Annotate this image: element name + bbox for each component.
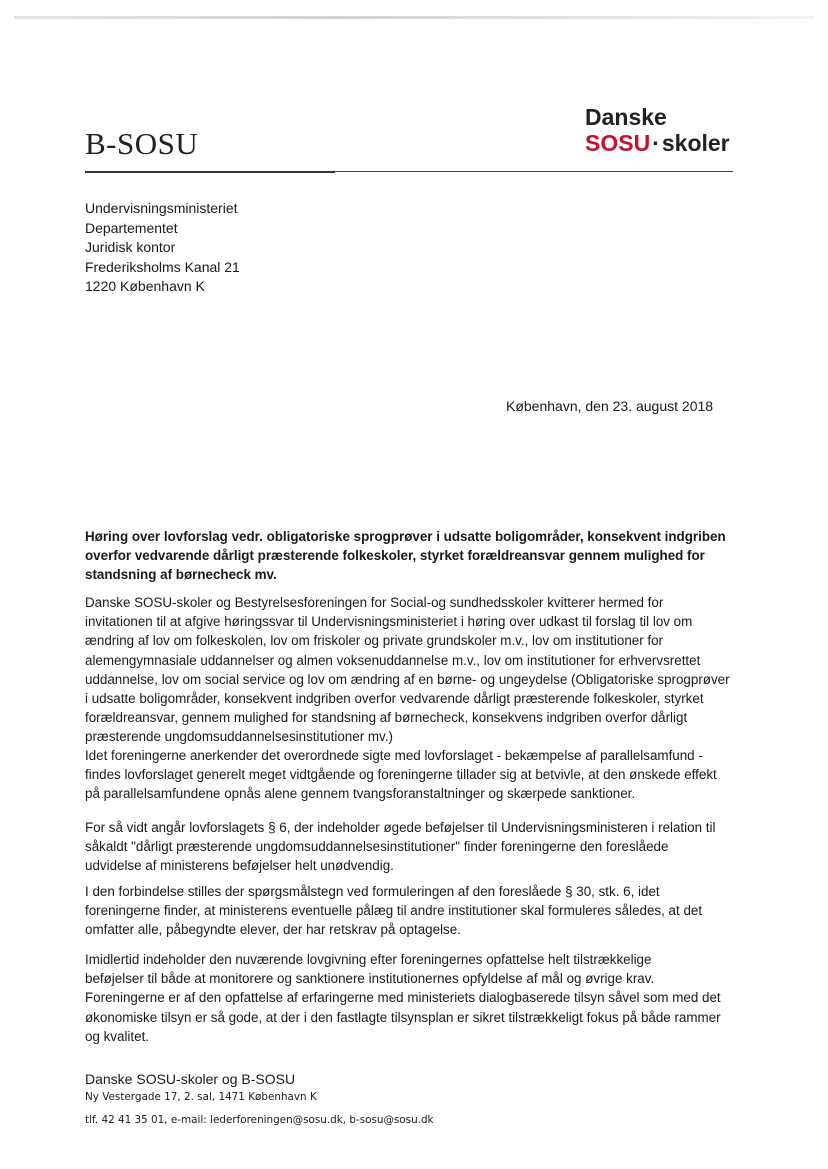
text-line: forældreansvar, gennem mulighed for standsning af børnecheck, konsekvens indgriben overfor dårligt — [85, 710, 688, 726]
subject-line: standsning af børnecheck mv. — [85, 567, 277, 583]
logo-line-danske: Danske — [585, 104, 667, 130]
logo-sosu: SOSU — [585, 130, 651, 156]
text-line: ændring af lov om folkeskolen, lov om friskoler og private grundskoler m.v., lov om institutioner for — [85, 633, 664, 649]
recipient-address — [85, 199, 240, 297]
text-line: For så vidt angår lovforslagets § 6, der indeholder øgede beføjelser til Undervisningsministeren i relation til — [85, 820, 716, 835]
paragraph-1 — [85, 593, 745, 747]
text-line: invitationen til at afgive høringssvar til Undervisningsministeriet i høring over udkast til forslag til lov om — [85, 614, 693, 630]
letter-subject — [85, 527, 745, 585]
danske-sosu-skoler-logo — [585, 104, 730, 156]
text-line: og kvalitet. — [85, 1028, 150, 1044]
text-line: Danske SOSU-skoler og Bestyrelsesforeningen for Social-og sundhedsskoler kvitterer hermed for — [85, 595, 664, 610]
text-line: økonomiske tilsyn er så gode, at der i den fastlagte tilsynsplan er sikret tilstrækkeligt fokus på både rammer — [85, 1009, 721, 1025]
header-divider-accent — [85, 171, 335, 173]
bsosu-logo: B-SOSU — [85, 126, 199, 161]
text-line: alemengymnasiale uddannelser og almen voksenuddannelse m.v., lov om institutioner for erhvervsrettet — [85, 652, 701, 668]
logo-dot: · — [652, 130, 660, 156]
text-line: Foreningerne er af den opfattelse af erfaringerne med ministeriets dialogbaserede tilsyn såvel som med det — [85, 990, 721, 1006]
text-line: Idet foreningerne anerkender det overordnede sigte med lovforslaget - bekæmpelse af parallelsamfund - — [85, 748, 703, 763]
address-line: Frederiksholms Kanal 21 — [85, 258, 240, 275]
text-line: foreningerne finder, at ministerens eventuelle pålæg til andre institutioner skal formuleres således, at det — [85, 903, 703, 919]
text-line: Imidlertid indeholder den nuværende lovgivning efter foreningernes opfattelse helt tilstrækkelige — [85, 952, 652, 967]
logo-skoler: skoler — [661, 130, 730, 156]
text-line: uddannelse, lov om social service og lov om ændring af en børne- og ungeydelse (Obligatoriske sprogprøver — [85, 671, 730, 687]
text-line: i udsatte boligområder, konsekvent indgriben overfor vedvarende dårligt præsterende folkeskoler, styrket — [85, 691, 704, 707]
text-line: omfatter alle, påbegyndte elever, der har retskrav på optagelse. — [85, 922, 461, 938]
letter-footer — [85, 1070, 434, 1127]
text-line: I den forbindelse stilles der spørgsmålstegn ved formuleringen af den foreslåede § 30, stk. 6, idet — [85, 884, 660, 899]
text-line: beføjelser til både at monitorere og sanktionere institutionernes opfyldelse af mål og øvrige krav. — [85, 971, 655, 987]
subject-line: overfor vedvarende dårligt præsterende folkeskoler, styrket forældreansvar gennem mulighed for — [85, 548, 705, 564]
logo-line-sosu-skoler — [585, 130, 730, 156]
address-line: Juridisk kontor — [85, 239, 176, 255]
footer-address: Ny Vestergade 17, 2. sal, 1471 København K — [85, 1091, 317, 1103]
text-line: såkaldt "dårligt præsterende ungdomsuddannelsesinstitutioner" finder foreningerne den foreslåede — [85, 839, 669, 855]
footer-contact: tlf. 42 41 35 01, e-mail: lederforeningen@sosu.dk, b-sosu@sosu.dk — [85, 1114, 434, 1126]
paragraph-2 — [85, 746, 745, 804]
text-line: udvidelse af ministerens beføjelser helt unødvendig. — [85, 858, 394, 874]
text-line: på parallelsamfundene opnås alene gennem tvangsforanstaltninger og skærpede sanktioner. — [85, 786, 636, 802]
address-line: 1220 København K — [85, 278, 205, 294]
paragraph-4 — [85, 882, 745, 940]
paragraph-5 — [85, 950, 745, 1046]
paragraph-3 — [85, 818, 745, 876]
address-line: Undervisningsministeriet — [85, 200, 238, 216]
scan-edge — [14, 16, 814, 19]
letter-date: København, den 23. august 2018 — [506, 398, 714, 414]
text-line: præsterende ungdomsuddannelsesinstitutioner mv.) — [85, 729, 393, 745]
address-line: Departementet — [85, 219, 178, 236]
footer-org: Danske SOSU-skoler og B-SOSU — [85, 1071, 296, 1087]
subject-line: Høring over lovforslag vedr. obligatoriske sprogprøver i udsatte boligområder, konsekvent indgriben — [85, 529, 726, 544]
text-line: findes lovforslaget generelt meget vidtgående og foreningerne tillader sig at betvivle, at den ønskede effekt — [85, 767, 717, 783]
